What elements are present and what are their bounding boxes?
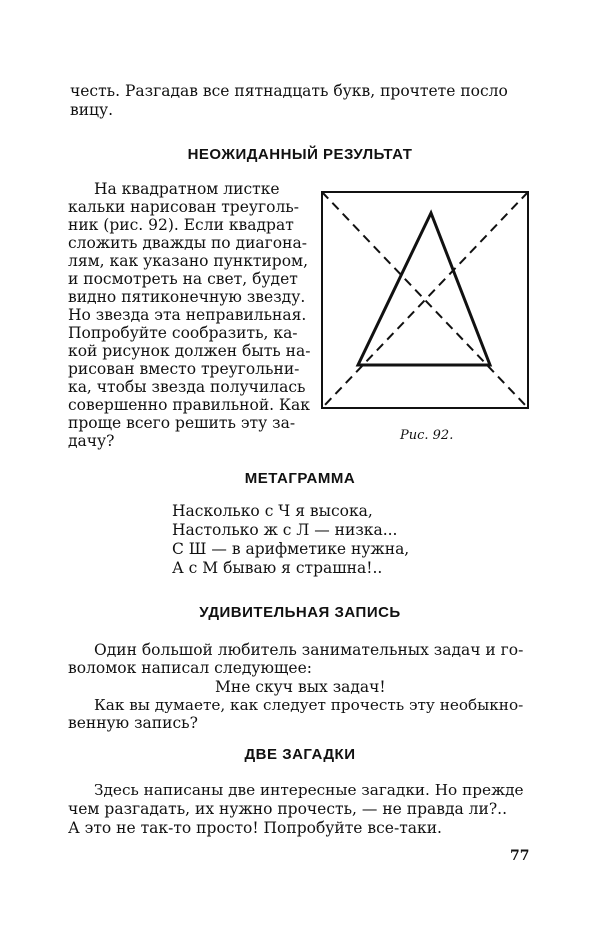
body-line: Мне скуч вых задач! <box>215 678 386 696</box>
body-line: чем разгадать, их нужно прочесть, — не правда ли?.. <box>68 800 508 818</box>
body-line: сложить дважды по диагона- <box>68 234 307 252</box>
body-line: Как вы думаете, как следует прочесть эту необыкно- <box>94 696 524 714</box>
verse-line: С Ш — в арифметике нужна, <box>172 540 410 558</box>
body-line: ник (рис. 92). Если квадрат <box>68 216 294 234</box>
body-line: воломок написал следующее: <box>68 659 313 677</box>
body-line: ка, чтобы звезда получилась <box>68 378 306 396</box>
verse-line: Насколько с Ч я высока, <box>172 502 373 520</box>
body-line: вицу. <box>70 101 114 119</box>
body-line: Но звезда эта неправильная. <box>68 306 307 324</box>
verse-line: Настолько ж с Л — низка... <box>172 521 398 539</box>
section-heading: МЕТАГРАММА <box>244 470 356 487</box>
body-line: лям, как указано пунктиром, <box>68 252 309 270</box>
body-line: кой рисунок должен быть на- <box>68 342 311 360</box>
section-heading: УДИВИТЕЛЬНАЯ ЗАПИСЬ <box>199 604 401 621</box>
body-line: и посмотреть на свет, будет <box>68 270 298 288</box>
figure-triangle <box>358 213 490 365</box>
body-line: На квадратном листке <box>94 180 280 198</box>
body-line: рисован вместо треугольни- <box>68 360 300 378</box>
body-line: Попробуйте сообразить, ка- <box>68 324 298 342</box>
figure-92 <box>318 188 532 412</box>
page-number: 77 <box>510 848 530 864</box>
body-line: видно пятиконечную звезду. <box>68 288 306 306</box>
body-line: А это не так-то просто! Попробуйте все-таки. <box>68 819 442 837</box>
section-heading: НЕОЖИДАННЫЙ РЕЗУЛЬТАТ <box>187 146 413 163</box>
body-line: кальки нарисован треуголь- <box>68 198 299 216</box>
body-line: Здесь написаны две интересные загадки. Но прежде <box>94 781 524 799</box>
body-line: Один большой любитель занимательных задач и го- <box>94 641 524 659</box>
verse-line: А с М бываю я страшна!.. <box>172 559 383 577</box>
body-line: совершенно правильной. Как <box>68 396 310 414</box>
figure-caption: Рис. 92. <box>400 428 454 443</box>
section-heading: ДВЕ ЗАГАДКИ <box>244 746 356 763</box>
body-line: венную запись? <box>68 714 198 732</box>
body-line: честь. Разгадав все пятнадцать букв, прочтете посло <box>70 82 508 100</box>
body-line: дачу? <box>68 432 115 450</box>
body-line: проще всего решить эту за- <box>68 414 296 432</box>
